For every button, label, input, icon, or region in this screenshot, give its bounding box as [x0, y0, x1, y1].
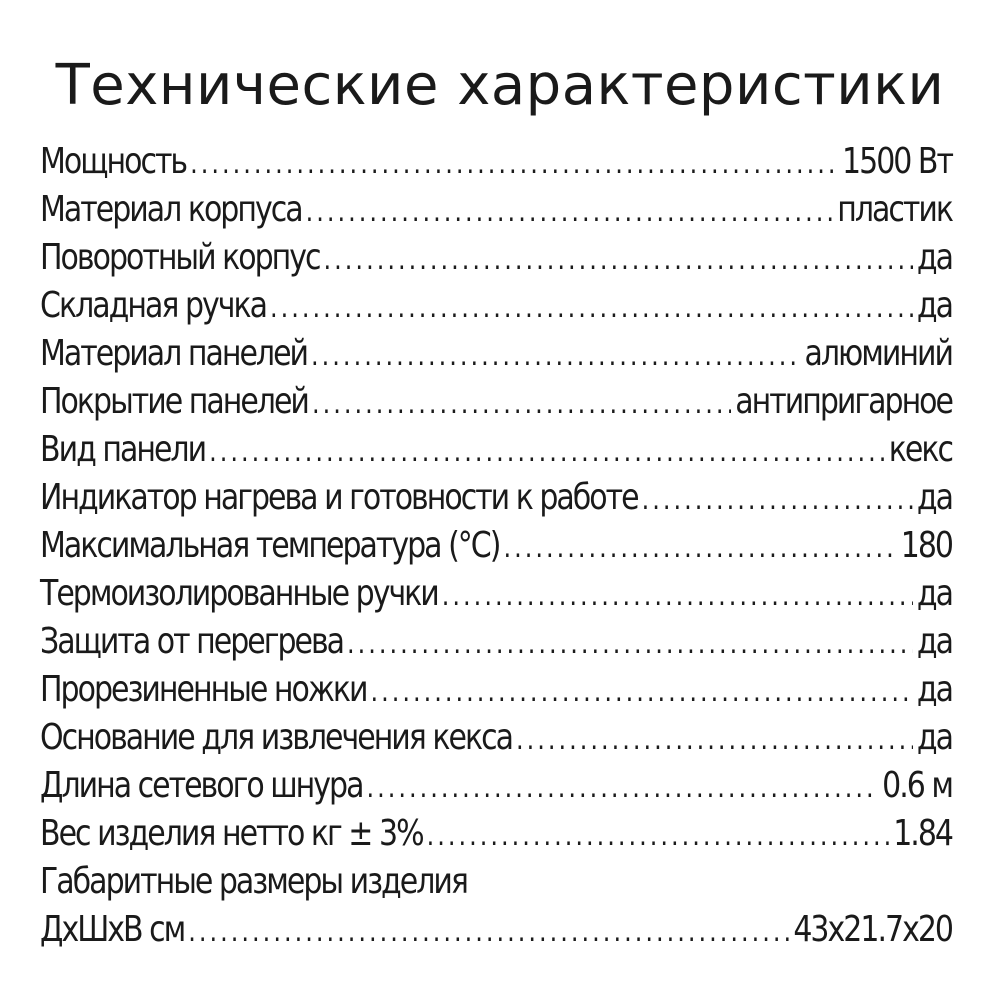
- spec-value: 1500 Вт: [842, 140, 952, 183]
- spec-value: да: [916, 620, 952, 663]
- spec-label: Поворотный корпус: [40, 236, 320, 279]
- dot-leader: [188, 902, 789, 960]
- spec-label: ДхШхВ см: [40, 908, 185, 951]
- spec-value: антипригарное: [735, 380, 952, 423]
- spec-label: Мощность: [40, 140, 187, 183]
- spec-value: пластик: [837, 188, 952, 231]
- spec-label: Вид панели: [40, 428, 206, 471]
- spec-label: Складная ручка: [40, 284, 266, 327]
- spec-label: Максимальная температура (°С): [40, 524, 500, 567]
- spec-label: Основание для извлечения кекса: [40, 716, 512, 759]
- spec-label: Материал панелей: [40, 332, 308, 375]
- spec-label: Термоизолированные ручки: [40, 572, 438, 615]
- spec-value: да: [916, 236, 952, 279]
- spec-value: 0.6 м: [882, 764, 952, 807]
- spec-value: 180: [900, 524, 952, 567]
- spec-value: 43х21.7х20: [793, 908, 952, 951]
- spec-value: да: [916, 716, 952, 759]
- spec-label: Вес изделия нетто кг ± 3%: [40, 812, 423, 855]
- spec-label: Длина сетевого шнура: [40, 764, 363, 807]
- spec-row-dimensions: [40, 901, 952, 959]
- spec-value: 1.84: [893, 812, 952, 855]
- spec-value: да: [916, 668, 952, 711]
- spec-label: Покрытие панелей: [40, 380, 308, 423]
- spec-label: Материал корпуса: [40, 188, 302, 231]
- spec-value: да: [916, 284, 952, 327]
- spec-list: [40, 138, 952, 954]
- spec-label: Защита от перегрева: [40, 620, 344, 663]
- spec-value: кекс: [888, 428, 952, 471]
- spec-value: да: [916, 476, 952, 519]
- spec-label: Габаритные размеры изделия: [40, 860, 467, 903]
- spec-value: алюминий: [804, 332, 952, 375]
- spec-value: да: [916, 572, 952, 615]
- page-title: Технические характеристики: [55, 53, 945, 118]
- spec-label: Индикатор нагрева и готовности к работе: [40, 476, 638, 519]
- spec-label: Прорезиненные ножки: [40, 668, 367, 711]
